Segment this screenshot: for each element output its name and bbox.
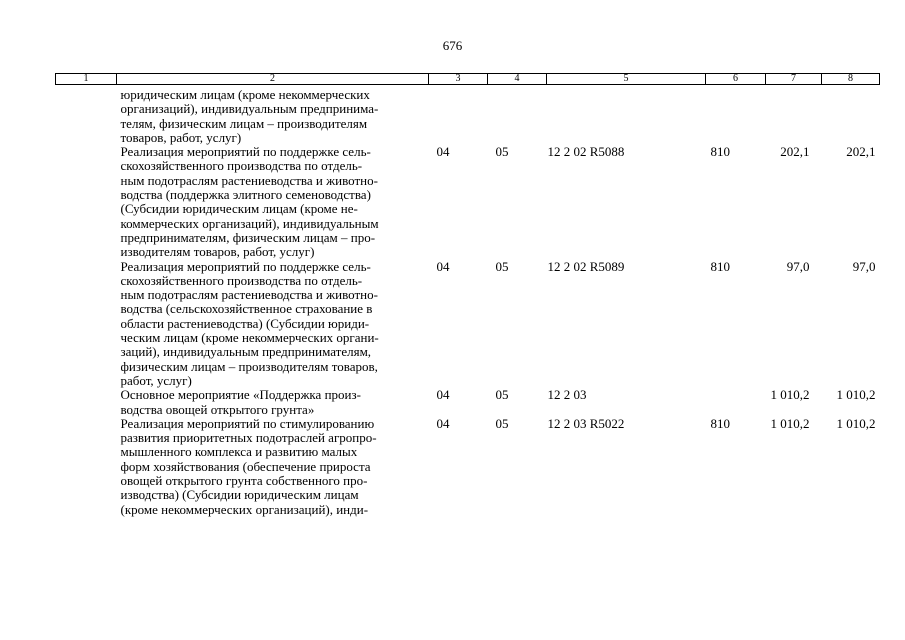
- column-header-7: 7: [766, 74, 822, 85]
- description-line: юридическим лицам (кроме некоммерческих: [120, 87, 370, 102]
- description-line: заций), индивидуальным предпринимателям,: [120, 344, 372, 360]
- description-line: мышленного комплекса и развитию малых: [120, 444, 358, 460]
- subsection-code: 05: [495, 258, 509, 274]
- description-line: водства (сельскохозяйственное страхование в: [120, 301, 373, 317]
- description-line: коммерческих организаций), индивидуальным: [120, 215, 379, 231]
- description-line: ным подотраслям растениеводства и животно-: [120, 287, 378, 303]
- description-line: ным подотраслям растениеводства и животно-: [120, 172, 378, 188]
- target-article-code: [547, 85, 706, 146]
- description-line: телям, физическим лицам – производителям: [120, 115, 368, 131]
- description-line: изводства) (Субсидии юридическим лицам: [120, 487, 359, 503]
- table-row: [56, 388, 880, 417]
- description-line: Реализация мероприятий по поддержке сель-: [120, 258, 371, 274]
- description-line: работ, услуг): [120, 372, 192, 388]
- section-code: 04: [436, 415, 450, 431]
- target-article-code: 12 2 02 R5089: [547, 258, 625, 274]
- description-line: (Субсидии юридическим лицам (кроме не-: [120, 201, 358, 217]
- description-line: (кроме некоммерческих организаций), инди-: [120, 501, 369, 517]
- subsection-code: [488, 85, 547, 146]
- target-article-code: 12 2 03: [547, 387, 587, 403]
- description-line: овощей открытого грунта собственного про-: [120, 473, 368, 489]
- row-description: [117, 260, 429, 389]
- row-description: [117, 417, 429, 517]
- description-line: ческим лицам (кроме некоммерческих органи-: [120, 330, 379, 346]
- description-line: изводителям товаров, работ, услуг): [120, 244, 315, 260]
- table-body: [56, 85, 880, 517]
- column-header-5: 5: [547, 74, 706, 85]
- expense-type-code: 810: [710, 415, 730, 431]
- description-line: скохозяйственного производства по отдель-: [120, 158, 363, 174]
- amount-col7: 97,0: [786, 258, 810, 274]
- amount-col8: 97,0: [852, 258, 876, 274]
- page-number: 676: [442, 38, 463, 53]
- description-line: области растениеводства) (Субсидии юриди-: [120, 315, 370, 331]
- description-line: товаров, работ, услуг): [120, 129, 242, 145]
- column-header-4: 4: [488, 74, 547, 85]
- expense-type-code: [706, 85, 766, 146]
- column-header-1: 1: [56, 74, 117, 85]
- subsection-code: 05: [495, 387, 509, 403]
- amount-col7: 202,1: [780, 144, 810, 160]
- row-number-cell: [56, 260, 117, 389]
- description-line: Реализация мероприятий по стимулированию: [120, 415, 375, 431]
- amount-col8: 202,1: [846, 144, 876, 160]
- description-line: водства овощей открытого грунта»: [120, 401, 315, 417]
- expense-type-code: 810: [710, 144, 730, 160]
- amount-col7: 1 010,2: [770, 415, 810, 431]
- budget-table: [55, 73, 880, 517]
- description-line: Реализация мероприятий по поддержке сель-: [120, 144, 371, 160]
- description-line: водства (поддержка элитного семеноводства): [120, 187, 371, 203]
- description-line: физическим лицам – производителям товаров,: [120, 358, 378, 374]
- expense-type-code: 810: [710, 258, 730, 274]
- column-header-3: 3: [429, 74, 488, 85]
- section-code: 04: [436, 144, 450, 160]
- row-description: [117, 85, 429, 146]
- amount-col7: 1 010,2: [770, 387, 810, 403]
- description-line: организаций), индивидуальным предпринима-: [120, 101, 379, 117]
- row-description: [117, 388, 429, 417]
- row-description: [117, 145, 429, 259]
- row-number-cell: [56, 417, 117, 517]
- description-line: развития приоритетных подотраслей агропро-: [120, 430, 377, 446]
- table-row: [56, 85, 880, 146]
- column-header-6: 6: [706, 74, 766, 85]
- section-code: 04: [436, 387, 450, 403]
- subsection-code: 05: [495, 415, 509, 431]
- amount-col8: [822, 85, 880, 146]
- column-header-2: 2: [117, 74, 429, 85]
- section-code: [429, 85, 488, 146]
- subsection-code: 05: [495, 144, 509, 160]
- column-number-header: [56, 74, 880, 85]
- table-row: [56, 260, 880, 389]
- section-code: 04: [436, 258, 450, 274]
- table-row: [56, 417, 880, 517]
- amount-col8: 1 010,2: [836, 415, 876, 431]
- description-line: Основное мероприятие «Поддержка произ-: [120, 387, 361, 403]
- row-number-cell: [56, 145, 117, 259]
- description-line: форм хозяйствования (обеспечение прироста: [120, 458, 371, 474]
- target-article-code: 12 2 02 R5088: [547, 144, 625, 160]
- description-line: скохозяйственного производства по отдель-: [120, 272, 363, 288]
- expense-type-code: [706, 388, 766, 417]
- table-row: [56, 145, 880, 259]
- description-line: предпринимателям, физическим лицам – про-: [120, 229, 376, 245]
- amount-col7: [766, 85, 822, 146]
- row-number-cell: [56, 85, 117, 146]
- row-number-cell: [56, 388, 117, 417]
- column-header-8: 8: [822, 74, 880, 85]
- amount-col8: 1 010,2: [836, 387, 876, 403]
- target-article-code: 12 2 03 R5022: [547, 415, 625, 431]
